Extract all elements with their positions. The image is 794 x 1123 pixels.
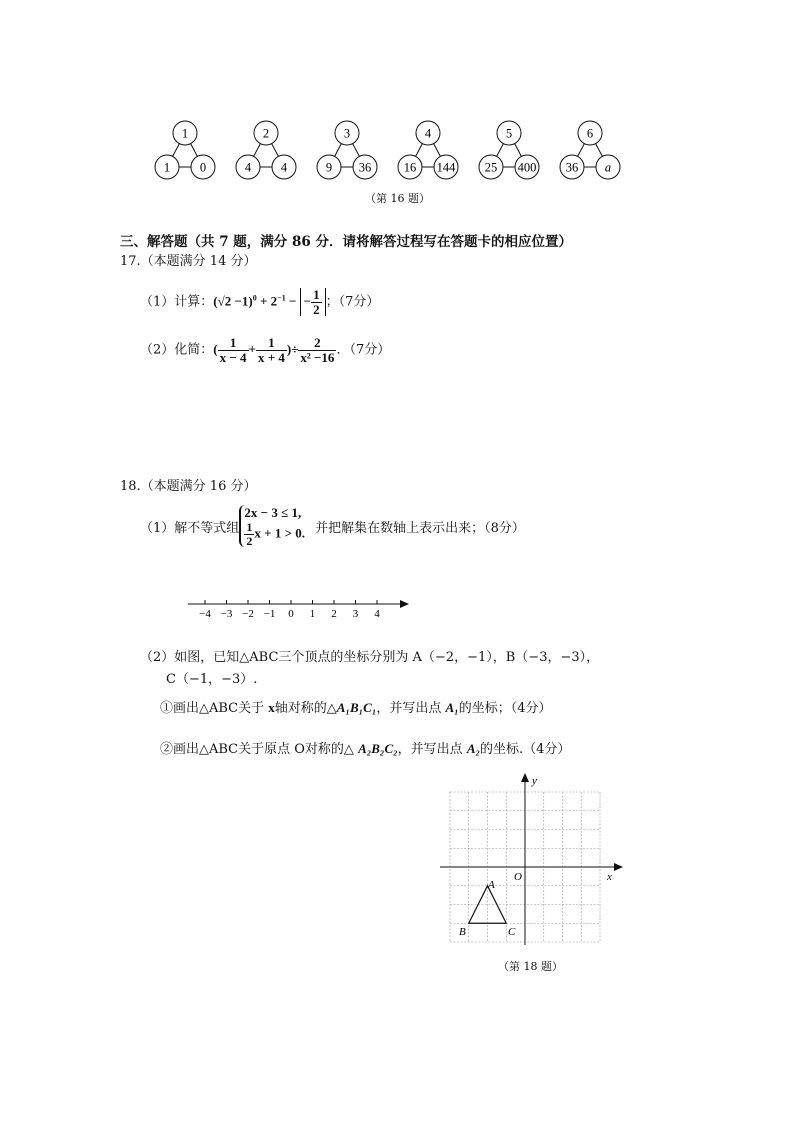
q17-part2: [140, 336, 390, 364]
q17-p1-minus: −: [285, 293, 300, 309]
q18-sub2: [160, 738, 570, 757]
q16-figure: [140, 115, 640, 195]
q18-ineq1: 2x − 3 ≤ 1,: [244, 505, 302, 520]
nl-tick-label: −4: [199, 608, 211, 620]
q18-ineq2-rest: x + 1 > 0.: [254, 525, 305, 541]
q16-num-right: 400: [517, 160, 537, 175]
q18-number-line: [185, 595, 415, 621]
nl-tick-label: −2: [242, 608, 254, 620]
q16-num-top: 3: [343, 126, 351, 141]
x-axis-label: x: [607, 871, 612, 883]
q17-p2-f3den: x² −16: [300, 349, 335, 365]
q18-p1-suffix: 并把解集在数轴上表示出来；（8分）: [315, 520, 525, 536]
q17-p2-plus: +: [248, 341, 256, 357]
q16-num-top: 4: [424, 126, 432, 141]
q18-ineq2: [244, 521, 305, 547]
q16-group: [155, 121, 215, 179]
q18-p2-line2: C（−1，−3）.: [166, 672, 258, 687]
q18-ineq2-den: 2: [246, 533, 253, 548]
q16-num-left: 4: [244, 160, 252, 175]
q18-sub1-a: ①画出△ABC关于: [160, 701, 269, 716]
q16-group: [398, 121, 458, 179]
q16-num-left: 36: [565, 160, 579, 175]
q18-sub1-b: 轴对称的△: [274, 701, 337, 716]
q16-caption: （第 16 题）: [365, 192, 430, 205]
q18-sub2-b: ，并写出点: [397, 742, 467, 757]
nl-tick-label: 3: [352, 608, 359, 620]
q17-p2-f3num: 2: [298, 336, 336, 351]
nl-tick-label: −1: [263, 608, 276, 620]
point-c-label: C: [508, 926, 516, 938]
q18-sub2-a: ②画出△ABC关于原点 O对称的△: [160, 742, 359, 757]
q17-p1-exp0: 0: [252, 293, 257, 303]
q16-num-right: 4: [280, 160, 288, 175]
q18-title: 18.（本题满分 16 分）: [120, 479, 257, 494]
q18-part1: [140, 505, 525, 547]
q18-sub1-c: ，并写出点: [376, 701, 446, 716]
section3-heading: 三、解答题（共 7 题，满分 86 分．请将解答过程写在答题卡的相应位置）: [120, 234, 572, 250]
q16-num-right: 0: [199, 160, 207, 175]
q17-p2-open: (: [213, 341, 218, 357]
q17-p2-f2num: 1: [256, 336, 287, 351]
q17-p1-expr-a: (√2 −1): [213, 293, 253, 309]
q18-sub1-pt: A₁: [445, 700, 459, 715]
q17-p1-den: 2: [313, 301, 320, 317]
q17-p2-f2den: x + 4: [257, 349, 285, 365]
q18-ineq2-num: 1: [246, 520, 253, 534]
q18-p1-prefix: （1）解不等式组: [140, 520, 240, 536]
q16-num-right: a: [604, 160, 612, 175]
q18-system-brace: [239, 505, 305, 547]
q18-sub1-tri: A₁B₁C₁: [336, 700, 377, 715]
q18-sub2-tri: A₂B₂C₂: [358, 741, 398, 756]
nl-tick-label: 2: [331, 608, 337, 620]
q16-num-top: 1: [181, 126, 189, 141]
q16-group: [560, 121, 620, 179]
q17-p1-plus2: + 2: [256, 293, 278, 309]
q16-group: [317, 121, 377, 179]
nl-tick-label: 0: [288, 608, 294, 620]
q16-num-left: 9: [325, 160, 333, 175]
q16-num-right: 144: [436, 160, 456, 175]
q16-num-left: 1: [163, 160, 171, 175]
q17-p2-f1num: 1: [218, 336, 249, 351]
y-axis-arrow: [521, 773, 529, 782]
q17-part1: [140, 288, 379, 316]
y-axis-label: y: [532, 775, 537, 787]
q18-caption: （第 18 题）: [498, 960, 563, 973]
q17-p2-f1den: x − 4: [219, 349, 247, 365]
q17-p1-num: 1: [313, 287, 320, 302]
q18-sub1-d: 的坐标；（4分）: [458, 701, 552, 716]
q18-sub2-c: 的坐标.（4分）: [480, 742, 571, 757]
nl-tick-label: 1: [309, 608, 316, 620]
q16-num-top: 5: [505, 126, 513, 141]
q16-group: [479, 121, 539, 179]
q16-num-right: 36: [358, 160, 372, 175]
q17-p1-suffix: ；（7分）: [325, 294, 380, 310]
q18-p2-line1: （2）如图，已知△ABC三个顶点的坐标分别为 A（−2，−1），B（−3，−3），: [140, 650, 600, 665]
point-b-label: B: [459, 926, 466, 938]
point-a-label: A: [488, 879, 495, 891]
nl-tick-label: 4: [374, 608, 380, 620]
q17-p2-suffix: ．（7分）: [336, 342, 391, 358]
q17-p1-abs: − $\frac{1}{2}$: [300, 288, 326, 316]
q17-p2-close: ): [286, 341, 292, 357]
q18-sub2-pt: A₂: [466, 741, 481, 756]
q16-num-left: 25: [484, 160, 498, 175]
q17-title: 17.（本题满分 14 分）: [120, 254, 257, 269]
q18-sub1: [160, 697, 552, 716]
origin-label: O: [514, 871, 522, 883]
x-axis-arrow: [614, 863, 623, 871]
q17-p1-expneg1: −1: [277, 293, 286, 303]
q16-group: [236, 121, 296, 179]
q18-sub1-x: x: [268, 700, 275, 715]
q16-num-top: 6: [586, 126, 594, 141]
q18-coordinate-grid: [435, 770, 625, 960]
q17-p2-div: ÷: [291, 341, 299, 357]
q17-p2-prefix: （2）化简：: [140, 342, 214, 358]
q16-num-top: 2: [262, 126, 270, 141]
q16-num-left: 16: [403, 160, 417, 175]
nl-tick-label: −3: [220, 608, 233, 620]
q17-p1-prefix: （1）计算：: [140, 294, 214, 310]
